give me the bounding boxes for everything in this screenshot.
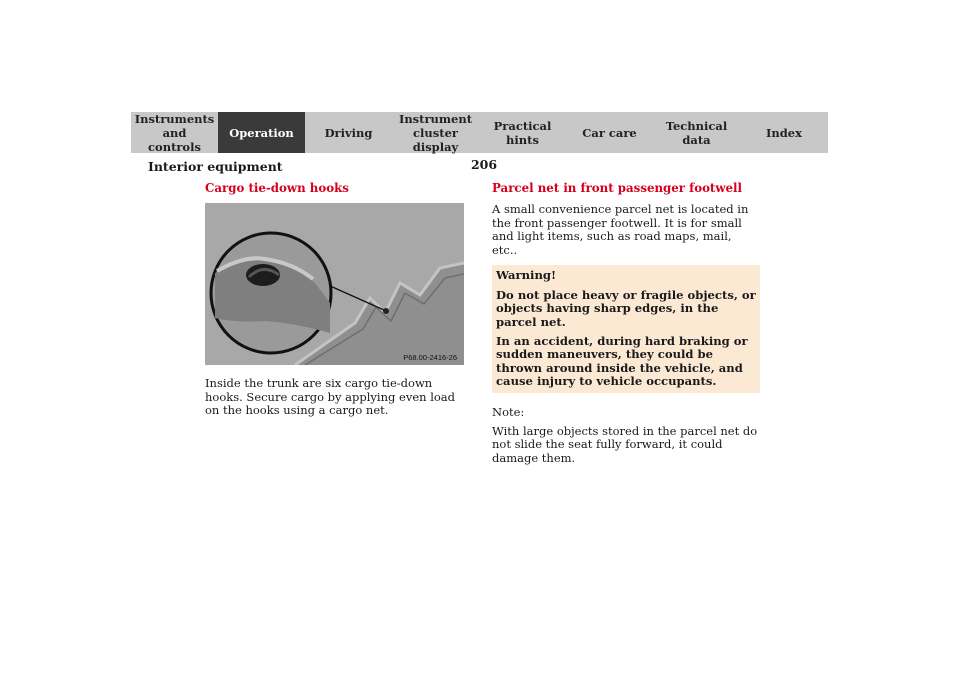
tab-instrument-cluster-display[interactable]: Instrument cluster display: [392, 112, 479, 153]
tab-operation[interactable]: Operation: [218, 112, 305, 153]
warning-line-1: Do not place heavy or fragile objects, or objects having sharp edges, in the parcel net.: [496, 287, 756, 329]
cargo-hooks-heading: Cargo tie-down hooks: [205, 181, 349, 195]
tab-car-care[interactable]: Car care: [566, 112, 653, 153]
cargo-hooks-text: Inside the trunk are six cargo tie-down hooks. Secure cargo by applying even load on the hooks using a cargo net.: [205, 376, 456, 418]
warning-line-2: In an accident, during hard braking or sudden maneuvers, they could be thrown around inside the vehicle, and cause injury to vehicle occupants.: [496, 334, 748, 389]
tab-index[interactable]: Index: [740, 112, 828, 153]
note-text: With large objects stored in the parcel net do not slide the seat fully forward, it could damage them.: [492, 423, 758, 465]
warning-title: Warning!: [496, 268, 557, 283]
chapter-tabs: [131, 112, 828, 153]
left-column: [205, 181, 467, 426]
note-label: Note:: [492, 404, 525, 419]
tab-practical-hints[interactable]: Practical hints: [479, 112, 566, 153]
cargo-hook-drawing: [205, 203, 464, 365]
page-number: 206: [470, 157, 498, 172]
tab-instruments-and-controls[interactable]: Instruments and controls: [131, 112, 218, 153]
tab-technical-data[interactable]: Technical data: [653, 112, 740, 153]
section-title: Interior equipment: [148, 159, 283, 174]
warning-box: [492, 265, 760, 392]
cargo-hook-illustration: [205, 203, 464, 365]
right-column: [492, 181, 760, 473]
tab-driving[interactable]: Driving: [305, 112, 392, 153]
parcel-net-intro: A small convenience parcel net is located in the front passenger footwell. It is for small and light items, such as road maps, mail, etc..: [492, 202, 749, 257]
parcel-net-heading: Parcel net in front passenger footwell: [492, 181, 743, 195]
figure-code: P68.00-2416-26: [403, 353, 457, 362]
